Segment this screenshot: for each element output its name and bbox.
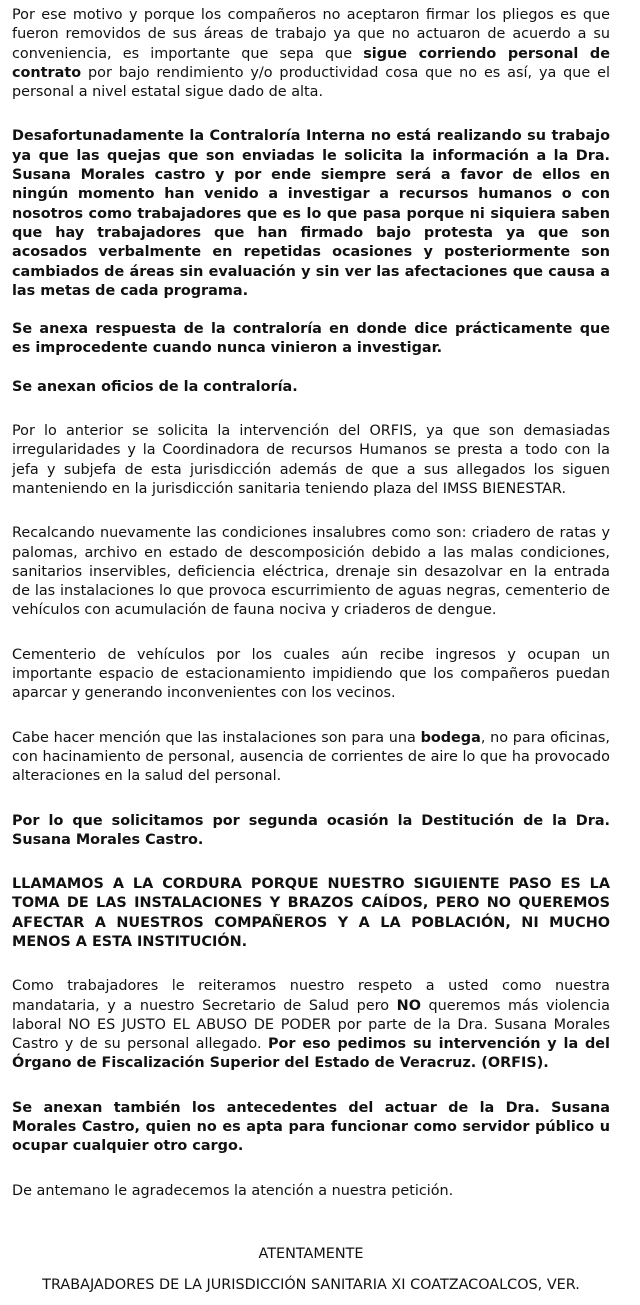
paragraph-agradecimiento: De antemano le agradecemos la atención a nuestra petición. bbox=[12, 1182, 454, 1199]
p11-text-a: Como trabajadores le reiteramos nuestro respeto a usted como nuestra mandataria, y a nuestro Secretario de Salud pero bbox=[12, 978, 610, 1014]
paragraph-condiciones-insalubres: Recalcando nuevamente las condiciones insalubres como son: criadero de ratas y palomas, archivo en estado de descomposición debido a las malas condiciones, sanitarios inservibles, deficiencia eléctrica, drenaje sin desazolvar en la entrada de las instalaciones lo que provoca escurrimiento de aguas negras, cementerio de vehículos con acumulación de fauna nociva y criaderos de dengue. bbox=[12, 525, 610, 619]
p11-text-c: queremos más violencia laboral NO ES JUSTO EL ABUSO DE PODER por parte de la Dra. Susana Morales Castro y de su personal allegado. bbox=[12, 997, 610, 1053]
paragraph-oficios-contraloria: Se anexan oficios de la contraloría. bbox=[12, 378, 298, 395]
p1-bold-contrato: sigue corriendo personal de contrato bbox=[12, 45, 610, 81]
p11-bold-no: NO bbox=[396, 997, 421, 1014]
paragraph-contraloria-interna: Desafortunadamente la Contraloría Interna no está realizando su trabajo ya que las quejas que son enviadas le solicita la información a la Dra. Susana Morales castro y por ende siempre será a favor de ellos en ningún momento han venido a investigar a recursos humanos o con nosotros como trabajadores que es lo que pasa porque ni siquiera saben que hay trabajadores que han firmado bajo protesta ya que son acosados verbalmente en repetidas ocasiones y posteriormente son cambiados de áreas sin evaluación y sin ver las afectaciones que causa a las metas de cada programa. bbox=[12, 128, 610, 299]
p1-text-c: por bajo rendimiento y/o productividad cosa que no es así, ya que el personal a nivel estatal sigue dado de alta. bbox=[12, 64, 610, 101]
p1-text-a: Por ese motivo y porque los compañeros no aceptaron firmar los pliegos es que fueron removidos de sus áreas de trabajo ya que no actuaron de acuerdo a su conveniencia, es importante que sepa que bbox=[12, 7, 610, 62]
paragraph-cementerio-vehiculos: Cementerio de vehículos por los cuales aún recibe ingresos y ocupan un importante espacio de estacionamiento impidiendo que los compañeros puedan aparcar y generando inconvenientes con los vecinos. bbox=[12, 646, 610, 702]
paragraph-destitucion: Por lo que solicitamos por segunda ocasión la Destitución de la Dra. Susana Morales Castro. bbox=[12, 812, 610, 848]
paragraph-respuesta-contraloria: Se anexa respuesta de la contraloría en donde dice prácticamente que es improcedente cuando nunca vinieron a investigar. bbox=[12, 321, 610, 357]
p8-bold-bodega: bodega bbox=[420, 729, 481, 746]
p11-bold-orfis: Por eso pedimos su intervención y la del Órgano de Fiscalización Superior del Estado de Veracruz. (ORFIS). bbox=[12, 1036, 610, 1072]
paragraph-bodega bbox=[12, 729, 610, 787]
closing-atentamente: ATENTAMENTE bbox=[258, 1245, 364, 1262]
p8-text-a: Cabe hacer mención que las instalaciones son para una bbox=[12, 729, 421, 746]
paragraph-respeto-mandataria bbox=[12, 977, 610, 1073]
p8-text-c: , no para oficinas, con hacinamiento de personal, ausencia de corrientes de aire lo que ha provocado alteraciones en la salud del personal. bbox=[12, 729, 610, 785]
paragraph-removidos bbox=[12, 6, 610, 102]
paragraph-intervencion-orfis: Por lo anterior se solicita la intervención del ORFIS, ya que son demasiadas irregularidades y la Coordinadora de recursos Humanos se presta a todo con la jefa y subjefa de esta jurisdicción además de que a sus allegados los siguen manteniendo en la jurisdicción sanitaria teniendo plaza del IMSS BIENESTAR. bbox=[12, 423, 610, 497]
signature-trabajadores: TRABAJADORES DE LA JURISDICCIÓN SANITARIA XI COATZACOALCOS, VER. bbox=[42, 1277, 580, 1294]
document-page bbox=[12, 6, 610, 1296]
paragraph-antecedentes: Se anexan también los antecedentes del actuar de la Dra. Susana Morales Castro, quien no es apta para funcionar como servidor público u ocupar cualquier otro cargo. bbox=[12, 1099, 610, 1155]
paragraph-llamado-cordura: LLAMAMOS A LA CORDURA PORQUE NUESTRO SIGUIENTE PASO ES LA TOMA DE LAS INSTALACIONES Y BRAZOS CAÍDOS, PERO NO QUEREMOS AFECTAR A NUESTROS COMPAÑEROS Y A LA POBLACIÓN, NI MUCHO MENOS A ESTA INSTITUCIÓN. bbox=[12, 876, 610, 950]
